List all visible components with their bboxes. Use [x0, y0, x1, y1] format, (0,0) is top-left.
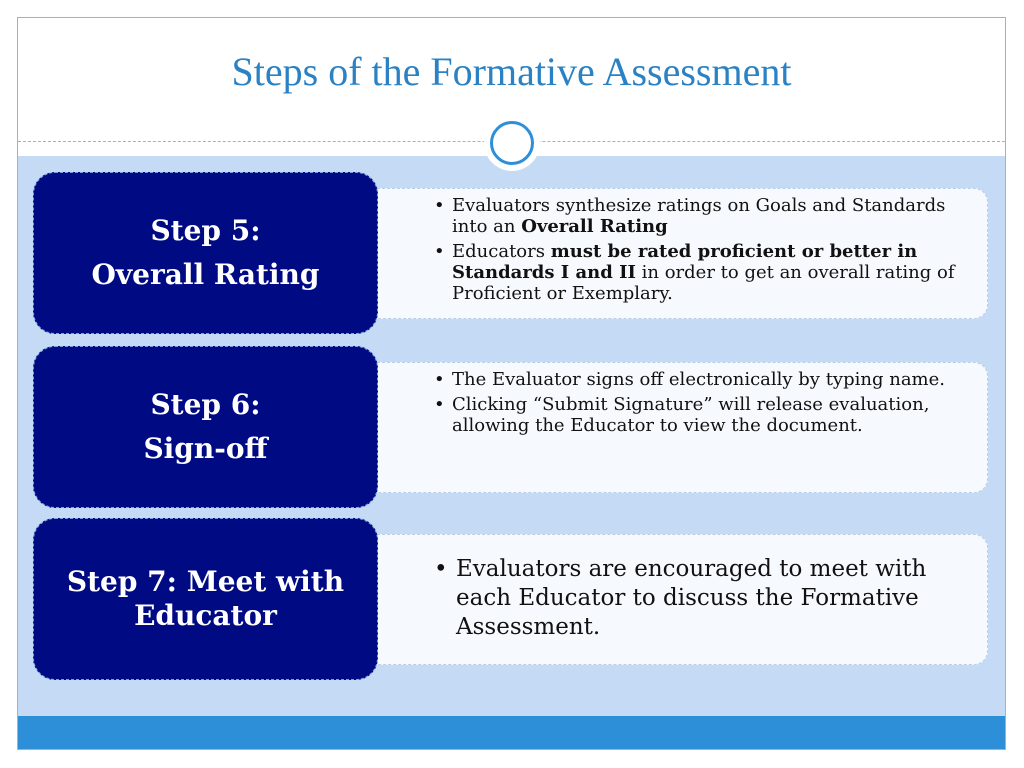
step-6-title: Sign-off	[143, 432, 268, 465]
step-row-6	[33, 346, 988, 508]
step-5-bullet-list	[434, 195, 973, 304]
step-5-title: Overall Rating	[91, 258, 320, 291]
bullet-text: in order to get an overall rating of Proficient or Exemplary.	[452, 262, 955, 304]
step-7-box	[33, 518, 378, 680]
step-7-bullet-1: • Evaluators are encouraged to meet with each Educator to discuss the Formative Assessment.	[434, 555, 973, 642]
circle-ring	[490, 121, 534, 165]
slide-title: Steps of the Formative Assessment	[231, 49, 792, 94]
bullet-text: Evaluators synthesize ratings on Goals and Standards into an	[452, 195, 946, 237]
step-6-bullet-1: • The Evaluator signs off electronically by typing name.	[434, 369, 973, 390]
step-6-details	[333, 362, 988, 493]
step-row-7	[33, 518, 988, 680]
step-5-bullet-1	[434, 195, 973, 237]
step-row-5	[33, 172, 988, 334]
step-6-bullet-2: • Clicking “Submit Signature” will release evaluation, allowing the Educator to view the document.	[434, 394, 973, 436]
step-6-bullet-list	[434, 369, 973, 436]
step-5-box	[33, 172, 378, 334]
footer-band	[18, 716, 1005, 749]
step-6-box	[33, 346, 378, 508]
step-7-title: Educator	[134, 599, 277, 632]
circle-ornament-icon	[484, 115, 540, 171]
bullet-emphasis: Overall Rating	[521, 216, 668, 237]
step-6-label: Step 6:	[150, 388, 261, 421]
step-7-details	[333, 534, 988, 665]
bullet-text: Educators	[452, 241, 551, 262]
step-5-details	[333, 188, 988, 319]
step-7-bullet-list	[434, 555, 973, 642]
step-7-label: Step 7: Meet with	[66, 565, 345, 598]
step-5-label: Step 5:	[150, 214, 261, 247]
bullet-emphasis: must be rated proficient or better in Standards I and II	[452, 241, 918, 283]
step-5-bullet-2	[434, 241, 973, 304]
